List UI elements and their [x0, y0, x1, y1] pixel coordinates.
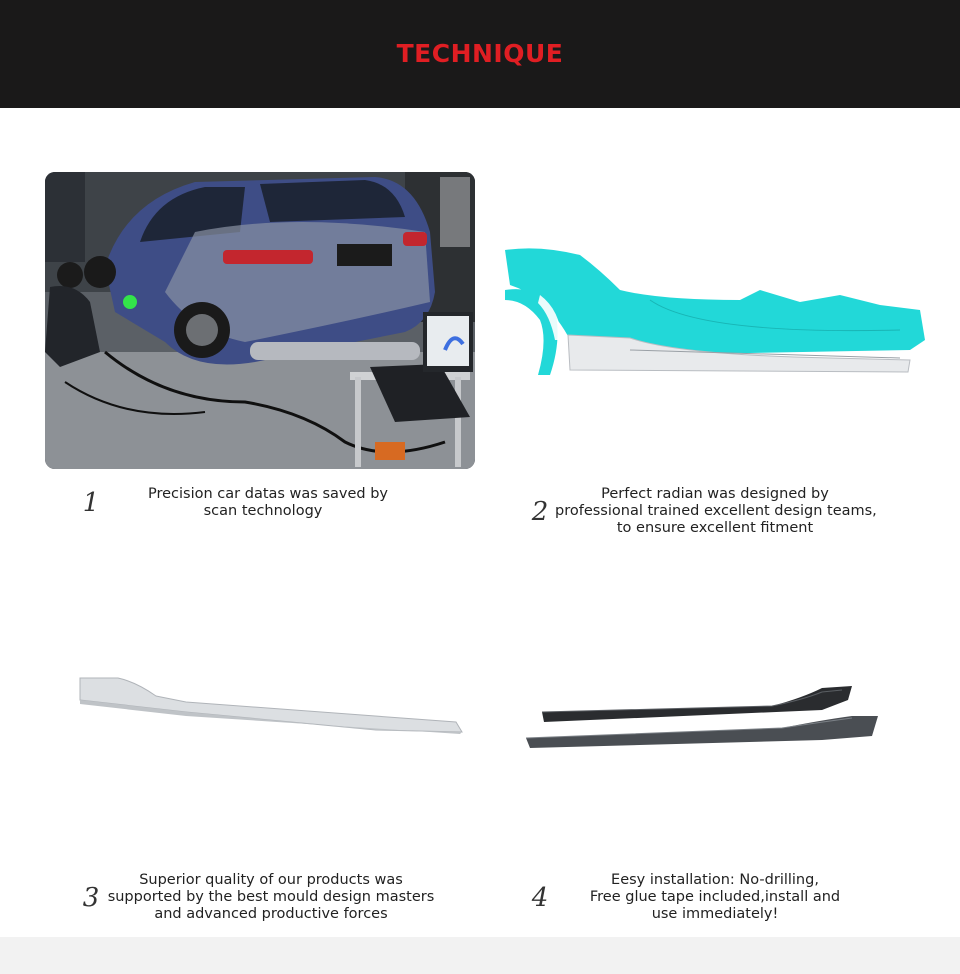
step-2-caption [525, 486, 875, 537]
step-1-number: 1 [82, 488, 100, 518]
step-4-line-3: use immediately! [651, 906, 779, 922]
page-title: TECHNIQUE [396, 38, 564, 68]
scan-model-illustration [500, 240, 930, 380]
scan-photo-illustration [45, 172, 475, 469]
step-4-line-1: Eesy installation: No-drilling, [611, 872, 819, 888]
mould-side-skirt [76, 672, 466, 742]
step-4-caption [525, 872, 845, 923]
carbon-side-skirts [522, 680, 884, 752]
step-1-line-1: Precision car datas was saved by [148, 486, 389, 502]
step-2-line-1: Perfect radian was designed by [601, 486, 829, 502]
step-3-line-3: and advanced productive forces [154, 906, 388, 922]
scan-technology-photo [45, 172, 475, 469]
step-1-text [148, 486, 389, 520]
step-4-text [585, 872, 845, 923]
step-2-line-2: professional trained excellent design teams, [555, 503, 877, 519]
step-4-line-2: Free glue tape included,install and [589, 889, 841, 905]
step-3-caption [76, 872, 436, 923]
step-3-line-2: supported by the best mould design masters [107, 889, 435, 905]
carbon-skirt-illustration [522, 680, 884, 752]
design-scan-model [500, 240, 930, 380]
step-3-number: 3 [82, 882, 100, 913]
step-1-caption [76, 486, 389, 520]
header-banner [0, 0, 960, 108]
step-1-line-2: scan technology [203, 503, 323, 519]
footer-band [0, 937, 960, 974]
step-3-text [106, 872, 436, 923]
white-skirt-illustration [76, 672, 466, 742]
step-2-number: 2 [531, 496, 549, 527]
step-4-number: 4 [531, 882, 549, 913]
step-3-line-1: Superior quality of our products was [139, 872, 403, 888]
step-2-line-3: to ensure excellent fitment [616, 520, 814, 536]
step-2-text [555, 486, 875, 537]
